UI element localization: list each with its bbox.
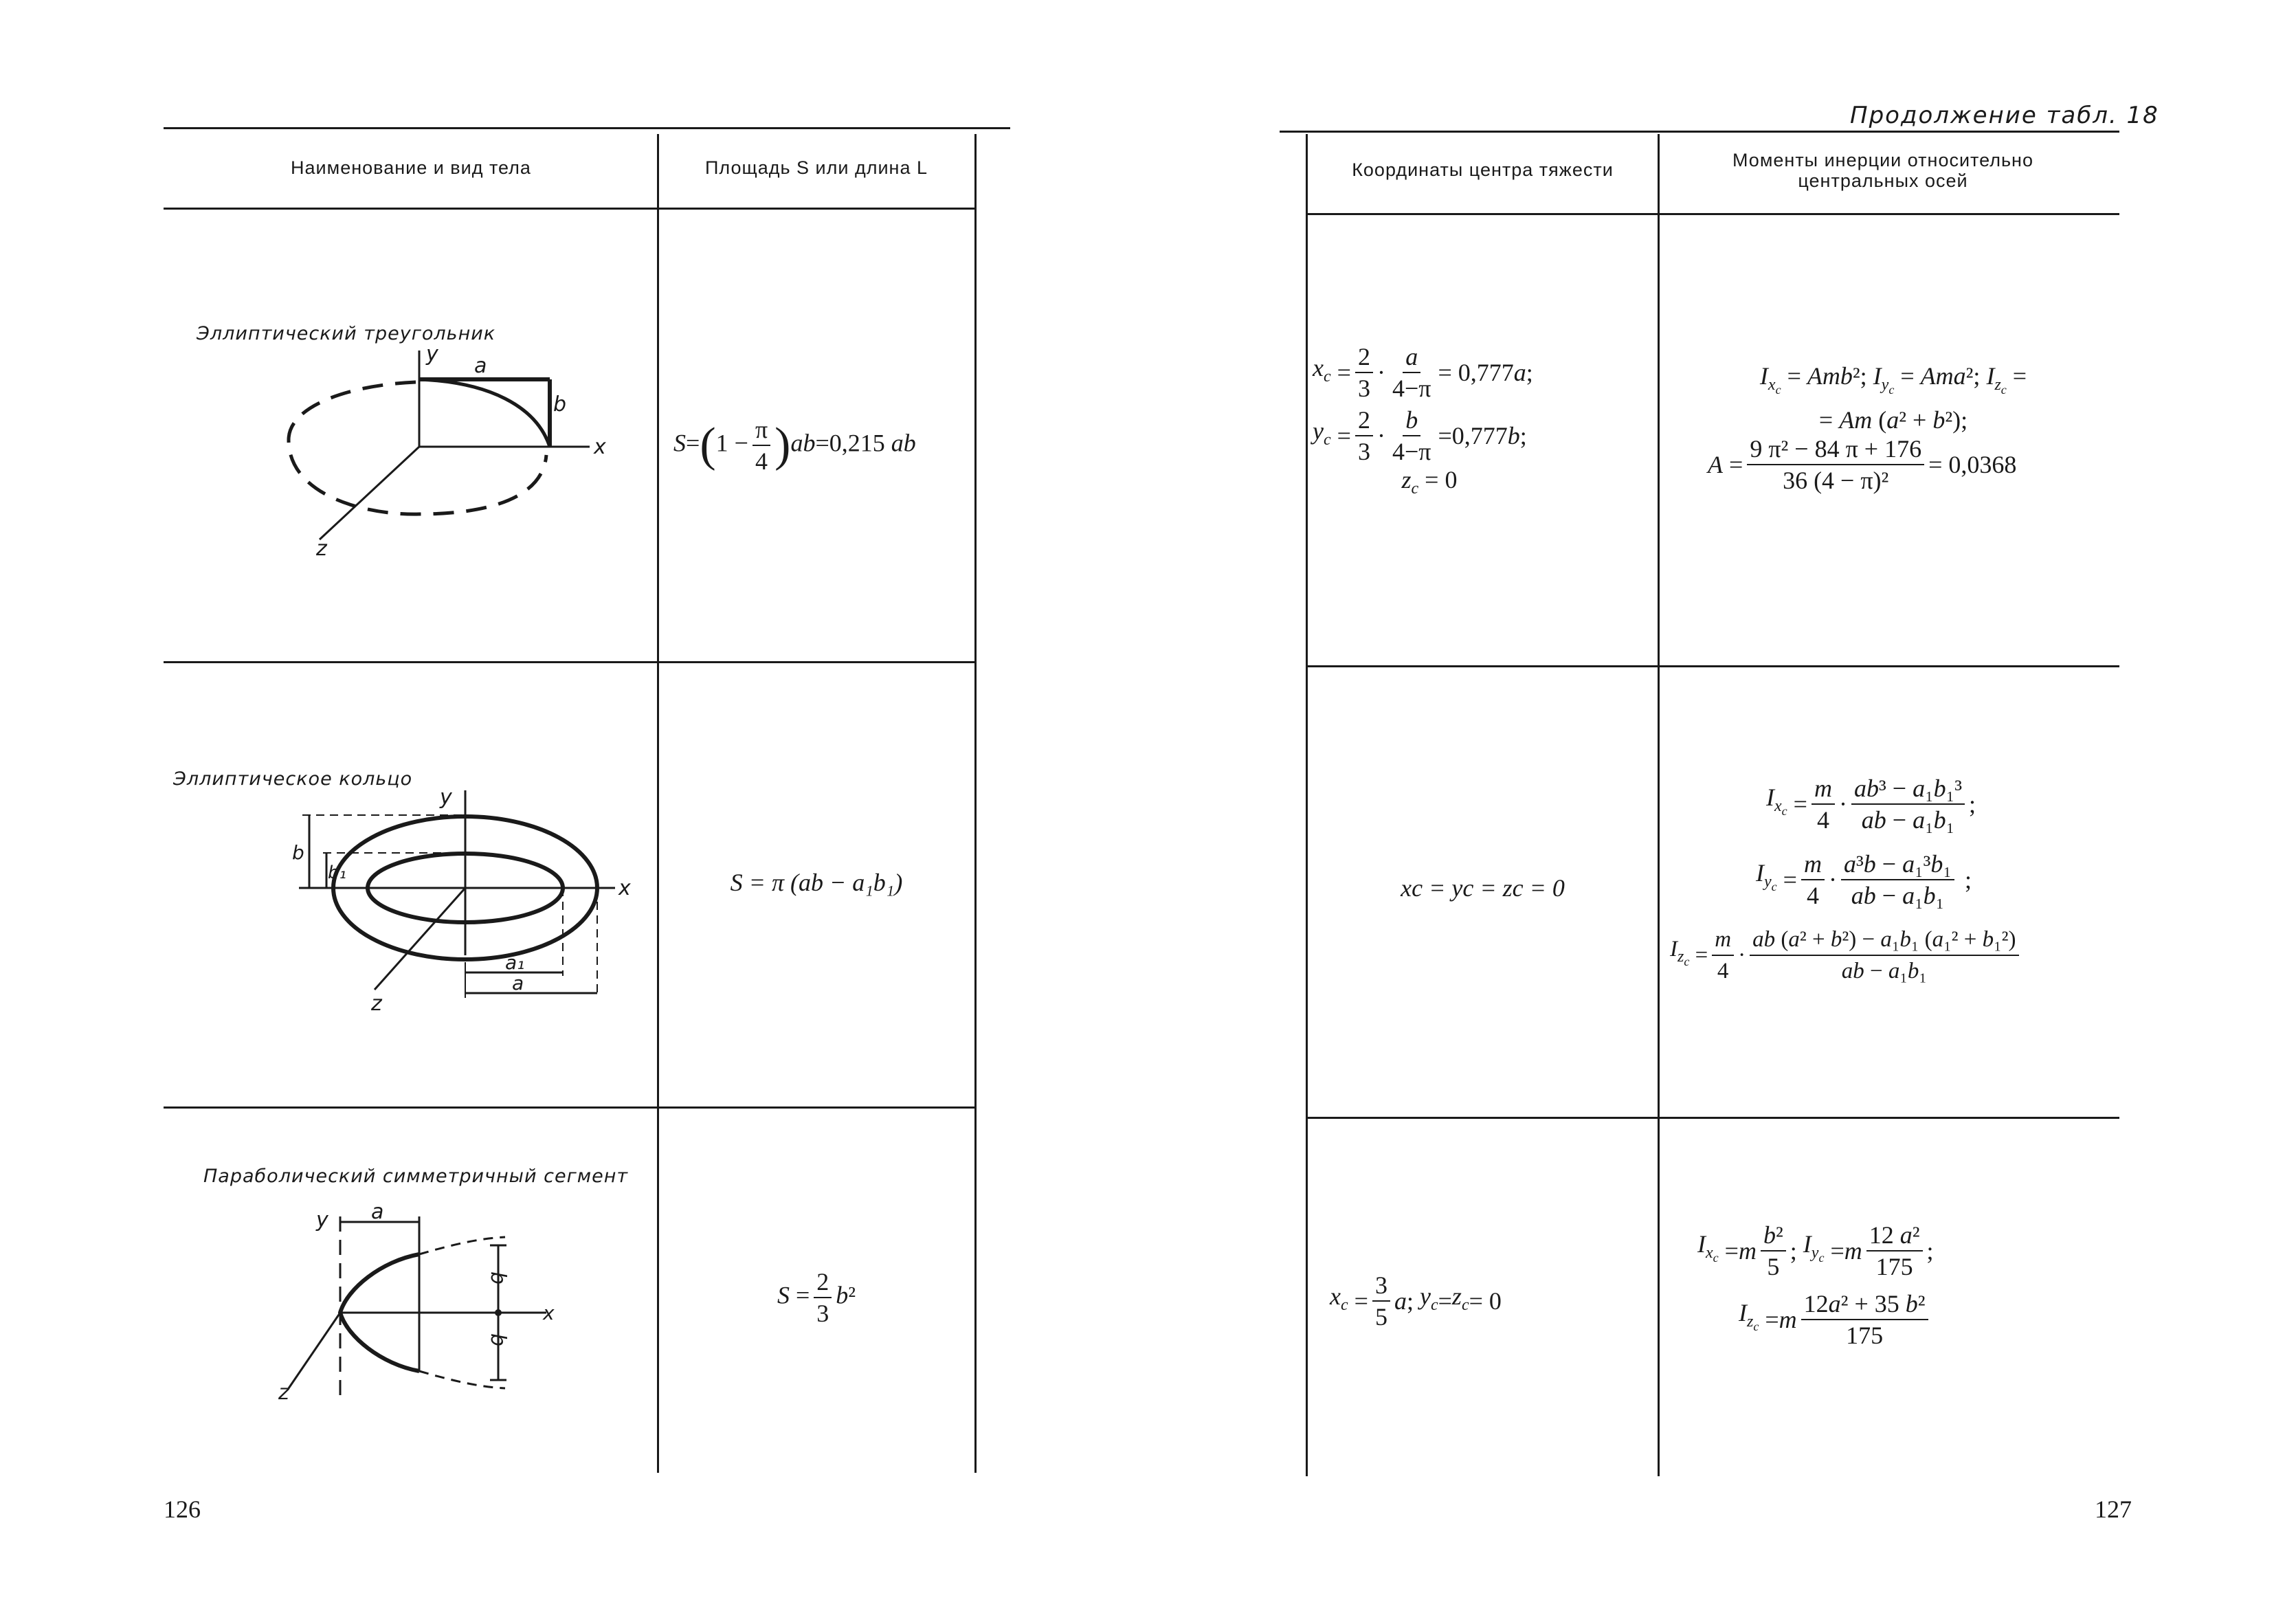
fig1-label-y: y [426,342,438,366]
header-moments: Моменты инерции относительно центральных осей [1732,150,2033,191]
right-left-border [1306,134,1308,1476]
row1-coords [1313,344,1656,504]
fig3-label-y: y [316,1208,328,1232]
row2-ixc: $I_{x_c}$ = $\frac{m}{4}$ · $\frac{\text{ab³ − a₁b₁³}}{\text{ab − a₁b₁}}$ ; [1766,775,1976,834]
fig3-label-b-bottom: b [486,1333,510,1347]
fig1-label-b: b [553,392,567,416]
fig2-label-y: y [440,786,452,810]
elliptic-ring-figure [285,783,643,1017]
fig2-label-a: a [512,972,524,994]
right-top-rule [1280,131,2119,133]
row2-izc: $I_{z_c}$ = $\frac{m}{4}$ · $\frac{\text{ab (a² + b²) − a₁b₁ (a₁² + b₁²)}}{\text{ab − a₁b₁}}$ [1670,917,2123,993]
fig1-label-a: a [474,354,487,378]
header-area [660,157,973,178]
row3-moments [1697,1216,2110,1354]
row1-zc: $z_c = 0$ [1401,466,1458,498]
row3-area-formula: S = $\frac{2}{3}$ b² [777,1268,856,1327]
right-col-divider [1658,134,1660,1476]
left-header-rule [164,208,974,210]
row1-yc: $y_c$ = $\frac{2}{3}$ · $\frac{b}{4-\pi}$ =0,777 b ; [1313,406,1527,465]
row3-ixc-iyc: $I_{x_c}$ = m $\frac{\text{b²}}{5}$ ; $I_{y_c}$ = m $\frac{\text{12 a²}}{175}$ ; [1697,1221,1934,1280]
row2-area-formula: S = π (ab − a₁b₁) [730,869,903,896]
right-row1-rule [1306,665,2119,667]
header-coords: Координаты центра тяжести [1352,159,1614,180]
left-top-rule [164,127,1010,129]
fig1-label-z: z [316,537,327,561]
row1-area-formula: S=(1 − $\frac{\pi}{4}$ )ab=0,215 ab [673,416,916,475]
row3-izc: $I_{z_c}$ = m $\frac{\text{12a² + 35 b²}}{175}$ [1739,1285,2110,1354]
header-area-text: Площадь S или длина L [705,157,928,178]
row1-xc: $x_c$ = $\frac{2}{3}$ · $\frac{a}{4-\pi}$ = 0,777 a ; [1313,343,1533,402]
fig2-label-z: z [371,992,382,1016]
row1-moments-line3: A = $\frac{\text{9 π² − 84 π + 176}}{\text{36 (4 − π)²}}$ = 0,0368 [1708,434,2017,494]
fig3-label-b-top: b [486,1271,510,1285]
fig1-label-x: x [594,435,606,459]
left-row1-rule [164,661,974,663]
fig3-label-a: a [371,1200,384,1224]
fig2-label-x: x [618,876,631,900]
left-right-border [974,134,977,1473]
row1-moments [1670,361,2117,494]
row1-moments-line2: = Am (a² + b²); [1818,405,1968,434]
row3-caption: Параболический симметричный сегмент [203,1166,629,1187]
row2-moments [1670,766,2123,993]
fig2-label-b1: b₁ [328,863,346,883]
row2-iyc: $I_{y_c}$ = $\frac{m}{4}$ · $\frac{\text{a³b − a₁³b₁}}{\text{ab − a₁b₁}}$ ; [1756,850,1972,909]
row1-caption: Эллиптический треугольник [197,323,496,344]
left-col-divider [657,134,659,1473]
fig3-label-x: x [543,1302,555,1324]
fig3-label-z: z [278,1381,289,1405]
header-name: Наименование и вид тела [291,157,531,178]
row2-coords: xc = yc = zc = 0 [1401,874,1565,902]
elliptic-triangle-figure [261,337,632,564]
right-header-rule [1306,213,2119,215]
row3-coords: $x_c$ = $\frac{3}{5}$ a ; $y_c$ = $z_c$ = 0 [1330,1271,1502,1331]
right-row2-rule [1306,1117,2119,1119]
fig2-label-a1: a₁ [505,951,525,974]
right-page-number: 127 [2095,1495,2132,1523]
row2-caption: Эллиптическое кольцо [173,768,413,790]
left-page-number: 126 [164,1495,201,1523]
left-row2-rule [164,1106,974,1109]
fig2-label-b: b [292,841,304,864]
parabolic-segment-figure [271,1196,574,1423]
row1-moments-line1: $I_{x_c} = Amb^2$; $I_{y_c} = Ama^2$; $I_{z_c}$ = [1759,362,2027,397]
running-head: Продолжение табл. 18 [1850,102,2159,129]
